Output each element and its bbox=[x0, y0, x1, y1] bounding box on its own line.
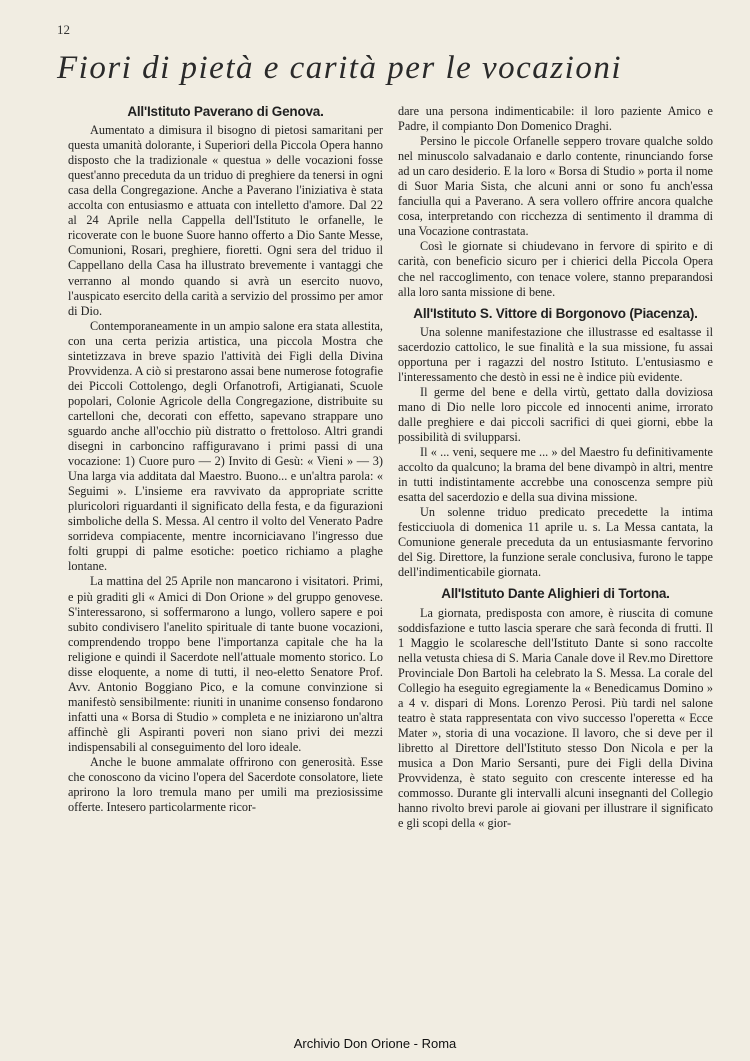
paragraph: Il « ... veni, sequere me ... » del Maestro fu definitivamente accolto da qualcuno; la brama del bene divampò in altri, mentre in tutti indistintamente accrebbe una conoscenza sempre più esatta del sacerdozio e della sua divina missione. bbox=[398, 445, 713, 505]
paragraph: Il germe del bene e della virtù, gettato dalla doviziosa mano di Dio nelle loro piccole ed innocenti anime, irrorato dalle preghiere e dai piccoli sacrifici di quei giorni, ebbe la possibilità di svilupparsi. bbox=[398, 384, 713, 444]
paragraph: Così le giornate si chiudevano in fervore di spirito e di carità, con beneficio sicuro per i chierici della Piccola Opera che nel raccoglimento, con tenace volere, stanno preparandosi alla loro santa missione di bene. bbox=[398, 239, 713, 299]
paragraph: Persino le piccole Orfanelle seppero trovare qualche soldo nel minuscolo salvadanaio e darlo contente, rinunciando forse ad un caro desiderio. E la loro « Borsa di Studio » porta il nome di Suor Maria Sista, che alcuni anni or sono fu anch'essa fanciulla qui a Paverano. A sera vollero offrire ancora qualche cosa, interpretando con ricchezza di sentimento il dramma di una Vocazione contrastata. bbox=[398, 134, 713, 239]
left-column bbox=[68, 104, 383, 815]
section-heading-borgonovo: All'Istituto S. Vittore di Borgonovo (Piacenza). bbox=[413, 305, 698, 321]
section-heading-paverano: All'Istituto Paverano di Genova. bbox=[127, 104, 324, 119]
paragraph-continued: dare una persona indimenticabile: il loro paziente Amico e Padre, il compianto Don Domenico Draghi. bbox=[398, 104, 713, 134]
paragraph: La mattina del 25 Aprile non mancarono i visitatori. Primi, e più graditi gli « Amici di Don Orione » del gruppo genovese. S'interessarono, si soffermarono a lungo, vollero sapere e poi subito condivisero l'anelito spirituale di tante buone vocazioni, comprendendo troppo bene l'importanza capitale che ha la religione e quindi il Sacerdote nell'attuale momento storico. Lo disse eloquente, a nome di tutti, il neo-eletto Senatore Prof. Avv. Antonio Boggiano Pico, e la comune convinzione si manifestò sensibilmente: riuniti in unanime consenso fondarono infatti una « Borsa di Studio » completa e ne iniziarono un'altra affinchè gli Aspiranti poveri non siano privi dei mezzi indispensabili al conseguimento del loro ideale. bbox=[68, 574, 383, 754]
archive-footer: Archivio Don Orione - Roma bbox=[293, 1036, 457, 1051]
paragraph: Anche le buone ammalate offrirono con generosità. Esse che conoscono da vicino l'opera del Sacerdote consolatore, liete aprirono la loro tremula mano per umili ma preziosissime offerte. Intesero particolarmente ricor- bbox=[68, 755, 383, 815]
section-heading-tortona: All'Istituto Dante Alighieri di Tortona. bbox=[441, 586, 670, 602]
paragraph: Un solenne triduo predicato precedette la intima festicciuola di domenica 11 aprile u. s. La Messa cantata, la Comunione generale preceduta da un entusiasmante fervorino del Sig. Direttore, la funzione serale conclusiva, furono le tappe dell'indimenticabile giornata. bbox=[398, 505, 713, 580]
paragraph: Aumentato a dimisura il bisogno di pietosi samaritani per questa umanità dolorante, i Superiori della Piccola Opera hanno disposto che la tradizionale « questua » delle vocazioni fosse quest'anno preceduta da un triduo di preghiere da tenersi in ogni casa della Congregazione. Anche a Paverano l'iniziativa è stata accolta con entusiasmo e attuata con intelletto d'amore. Dal 22 al 24 Aprile nella Cappella dell'Istituto le orfanelle, le ricoverate con le buone Suore hanno offerto a Dio Sante Messe, Comunioni, Rosari, preghiere, fioretti. Ogni sera del triduo il Cappellano della Casa ha illustrato brevemente i vantaggi che verranno al mondo quando si avrà un esercito nuovo, l'auspicato esercito della carità a servizio del prossimo per amor di Dio. bbox=[68, 123, 383, 318]
page-title: Fiori di pietà e carità per le vocazioni bbox=[57, 50, 622, 86]
paragraph: Contemporaneamente in un ampio salone era stata allestita, con una certa perizia artistica, una piccola Mostra che sintetizzava in breve spazio l'attività dei Figli della Divina Provvidenza. A ciò si prestarono assai bene numerose fotografie dei Piccoli Cottolengo, degli Orfanotrofi, Artigianati, Scuole popolari, Colonie Agricole della Congregazione, distribuite su cartelloni che, decorati con effetto, sapevano strappare uno sguardo anche all'occhio più distratto o frettoloso. Altri grandi disegni in carboncino raffiguravano i primi passi di una vocazione: 1) Cuore puro — 2) Invito di Gesù: « Vieni » — 3) Una larga via additata dal Maestro. Buono... e un'altra parola: « Seguimi ». L'insieme era ravvivato da appropriate scritte pluricolori riguardanti il significato della festa, e da figurazioni simboliche della S. Messa. Al centro il volto del Venerato Padre sorrideva compiacente, mentre incorniciavano l'ingresso due folti gruppi di palme esotiche: poetico richiamo a plaghe lontane. bbox=[68, 318, 383, 574]
right-column bbox=[398, 104, 713, 831]
paragraph: Una solenne manifestazione che illustrasse ed esaltasse il sacerdozio cattolico, le sue finalità e la sua missione, fu assai opportuna per i ragazzi del nostro Istituto. L'entusiasmo e l'interessamento che destò in essi ne è indice più evidente. bbox=[398, 324, 713, 384]
paragraph: La giornata, predisposta con amore, è riuscita di comune soddisfazione e tutto lascia sperare che sarà feconda di frutti. Il 1 Maggio le scolaresche dell'Istituto Dante si sono raccolte nella vetusta chiesa di S. Maria Canale dove il Rev.mo Direttore Provinciale Don Bartoli ha celebrato la S. Messa. La corale del Collegio ha eseguito egregiamente la « Benedicamus Domino » a 4 v. dispari di Mons. Lorenzo Perosi. Più tardi nel salone teatro è stata rappresentata con vivo successo l'operetta « Ecce Mater », storia di una vocazione. Il lavoro, che si deve per il libretto al Direttore dell'Istituto stesso Don Nicola e per la musica a Don Mario Sersanti, pure dei Figli della Divina Provvidenza, è stato seguito con crescente interesse ed ha commosso. Durante gli intervalli alcuni insegnanti del Collegio hanno rivolto brevi parole ai giovani per illustrare il significato e gli scopi della « gior- bbox=[398, 605, 713, 831]
page-number: 12 bbox=[57, 22, 70, 37]
